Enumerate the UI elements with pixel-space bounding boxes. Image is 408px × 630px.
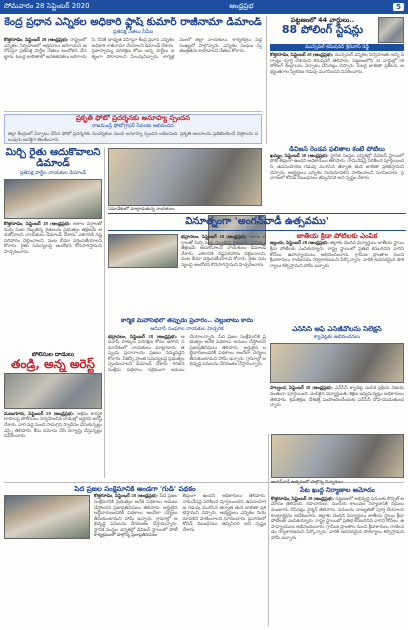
welfare-story — [4, 486, 266, 626]
sports-text: జిల్లాకు చెందిన విద్యార్థులు జాతీయ స్థాయి క్రీడా పోటీలకు ఎంపికయ్యారు. రాష్ట్ర స్థాయిలో ప్రతిభ కనబరిచిన వారిని కోచ్‌లు, ఉపాధ్యాయులు అభినందించారు. గ్రామీణ ప్రాంతాల నుంచి క్రీడాకారులు రాణించడం గర్వకారణమని పేర్కొన్నారు. వారికి అవసరమైన సౌకర్యాలు కల్పిస్తామని హామీ ఇచ్చారు. — [270, 240, 404, 268]
lead-headline: కేంద్ర ప్రధాన ఎన్నికల అధికారి ఫ్లాష్ కుమార్ రాజీనామా డిమాండ్ — [4, 17, 262, 28]
camp-headline: కార్మిక మహాసభలో తప్పుడు ప్రచారం.. చెల్లుబాటు కాదు — [120, 318, 254, 324]
page-number: 5 — [393, 3, 404, 11]
polling-text: మున్సిపల్ ఎన్నికల నిర్వహణకు అన్ని ఏర్పాట్లు పూర్తి చేశామని కమిషనర్ తెలిపారు. పట్టణంలోని 44 వార్డుల్లో 88 పోలింగ్ కేంద్రాలను ఏర్పాటు చేసినట్లు చెప్పారు. ఓటర్ల జాబితా ప్రకటన, అభ్యంతరాల స్వీకరణ గడువు ముగిసిందని వివరించారు. — [270, 52, 404, 74]
polling-headline-2: 88 పోలింగ్ స్టేషన్లు — [281, 22, 364, 36]
lead-text: రాష్ట్రంలో ఎన్నికల నిర్వహణలో అక్రమాలు జరిగాయని ఆరోపిస్తూ ప్రతిపక్ష పార్టీల నేతలు ఆందోళన చేపట్టారు. ఓటర్ల జాబితాలో అవకతవకలు జరిగాయని, దీనికి బాధ్యత వహిస్తూ కేంద్ర ప్రధాన ఎన్నికల అధికారి రాజీనామా చేయాలని డిమాండ్ చేశారు. ప్రజాస్వామ్య పరిరక్షణ కోసం అన్ని పార్టీలు ఐక్యంగా పోరాడాలని పిలుపునిచ్చారు. కార్యక్రమంలో జిల్లా నాయకులు, కార్యకర్తలు పెద్ద సంఖ్యలో పాల్గొన్నారు. ఎన్నికల సంఘం స్వతంత్రతను కాపాడాలని నేతలు కోరారు. — [4, 37, 262, 59]
sports-story — [270, 233, 404, 323]
masthead — [0, 0, 408, 14]
welfare-body — [94, 493, 266, 532]
camp-subheadline: ఆదివాసీ సంఘాల నాయకుల హెచ్చరిక — [150, 325, 224, 332]
council-body — [271, 496, 404, 541]
council-story — [271, 434, 404, 626]
council-dateline: కొత్తగూడెం, సెప్టెంబర్ 28 (ఆంధ్రప్రభ): — [271, 495, 335, 501]
polling-body — [270, 52, 404, 74]
council-text: పట్టణంలో అభివృద్ధి పనులకు కౌన్సిల్ ఆమోదం తెలిపింది. రహదారులు, మురుగు కాలువల నిర్మాణానికి నిధులు మంజూరు చేసినట్లు చైర్మన్ తెలిపారు. పనులను నాణ్యతతో పూర్తి చేయాలని కాంట్రాక్టర్లను ఆదేశించారు. — [271, 495, 404, 518]
lead-subheadline: ప్రతిపక్ష నేతలు సీపీఐ — [112, 29, 154, 36]
arrest-headline-1: పోలీసుల దాడులు — [31, 352, 75, 358]
exhibition-subheadline: రాజమండ్రి ఫోటోగ్రాఫర్ సేవలకు అభినందన — [92, 123, 174, 130]
farmers-text: అకాల వర్షాలతో మిర్చి పంట దెబ్బతిన్న రైతులను ప్రభుత్వం తక్షణమే ఆదుకోవాలని నాయకులు డిమాండ్ చేశారు. ఎకరానికి నష్టపరిహారం చెల్లించాలని, పంట బీమా వర్తింపజేయాలని కోరారు. రైతు సమస్యలపై ఆందోళన కొనసాగిస్తామని హెచ్చరించారు. — [4, 221, 102, 254]
farmers-body — [4, 221, 102, 255]
ncc-text: ఎన్‌సీసీ క్యాడెట్ల ఎంపిక ప్రక్రియ విజయవంతంగా పూర్తయింది. ఎంపికైన విద్యార్థులకు శిక్షణ ఇవ్వనున్నట్లు అధికారులు తెలిపారు. క్రమశిక్షణ, దేశభక్తి పెంపొందించేందుకు ఎన్‌సీసీ దోహదపడుతుందన్నారు. — [270, 385, 404, 408]
ncc-body — [270, 385, 404, 407]
sports-dateline: ఇల్లందు, సెప్టెంబర్ 28 (ఆంధ్రప్రభ): — [270, 240, 329, 246]
arrest-story — [4, 352, 102, 478]
lead-body — [4, 37, 262, 59]
arrest-text: అక్రమ కార్యకలాపాలపై పోలీసులు నిర్వహించిన దాడుల్లో ఇద్దరిని అరెస్ట్ చేశారు. వారి వద్ద నుంచి సామగ్రిని స్వాధీనం చేసుకున్నట్లు ఎస్సై తెలిపారు. కేసు నమోదు చేసి దర్యాప్తు చేస్తున్నట్లు వివరించారు. — [4, 410, 102, 439]
welfare-photo-caption: కార్యక్రమంలో పాల్గొన్న ప్రజాప్రతినిధులు — [94, 532, 158, 538]
exhibition-headline: ప్రకృతి ఫోటో ప్రదర్శనకు అనూహ్య స్పందన — [75, 114, 191, 122]
arrest-dateline: మణుగూరు, సెప్టెంబర్ 28 (ఆంధ్రప్రభ): — [4, 410, 75, 416]
ncc-photo — [270, 343, 404, 383]
masthead-date: సోమవారం 28 సెప్టెంబర్ 2020 — [4, 2, 90, 10]
meeting-photo — [108, 148, 262, 206]
meeting-photo-caption: సమావేశంలో మాట్లాడుతున్న నాయకులు — [108, 207, 175, 212]
lead-story — [4, 17, 262, 109]
arrest-headline-2: తండ్రి, అన్న అరెస్ట్ — [11, 357, 95, 372]
ncc-story — [270, 326, 404, 430]
farmers-subheadline: ప్రతిపక్ష పార్టీల నాయకుల డిమాండ్ — [19, 170, 87, 176]
anganwadi-headline: వినూత్నంగా 'అంగన్‌వాడీ ఉత్సవము' — [185, 216, 329, 227]
polling-story — [270, 17, 404, 142]
camp-text: ఆదివాసీ హక్కుల పరిరక్షణ కోసం జరిగిన సమావేశంలో నాయకులు మాట్లాడారు. తప్పుడు ప్రచారాలను ప్రజలు నమ్మవద్దని కోరారు. ఏజెన్సీ ప్రాంత సమస్యలపై ప్రభుత్వం స్పందించాలని డిమాండ్ చేశారు. గిరిజన సంక్షేమ పథకాలు సక్రమంగా అమలు చేయాలన్నారు. — [108, 333, 216, 373]
farmers-story — [4, 148, 102, 348]
masthead-section: ఆంధ్రప్రభ — [229, 2, 254, 10]
elections-headline: డివిజన్ రెండవ ఫలితాల కంటే పోటీలు — [289, 146, 385, 153]
official-portrait-photo — [378, 17, 404, 43]
ncc-dateline: పాల్వంచ, సెప్టెంబర్ 28 (ఆంధ్రప్రభ): — [270, 385, 333, 391]
council-text-continued: జిల్లాకు చెందిన విద్యార్థులు జాతీయ స్థాయి క్రీడా పోటీలకు ఎంపికయ్యారు. రాష్ట్ర స్థాయిలో ప్రతిభ కనబరిచిన వారిని కోచ్‌లు, ఉపాధ్యాయులు అభినందించారు. గ్రామీణ ప్రాంతాల నుంచి క్రీడాకారులు రాణించడం గర్వకారణమని పేర్కొన్నారు. వారికి అవసరమైన సౌకర్యాలు కల్పిస్తామని హామీ ఇచ్చారు. — [271, 512, 404, 540]
anganwadi-banner — [108, 213, 406, 231]
farmers-dateline: కొత్తగూడెం, సెప్టెంబర్ 28 (ఆంధ్రప్రభ): — [4, 221, 71, 226]
polling-dateline: కొత్తగూడెం, సెప్టెంబర్ 28 (ఆంధ్రప్రభ): — [270, 52, 334, 57]
welfare-photo — [4, 495, 90, 539]
camp-story — [108, 318, 266, 430]
arrest-body — [4, 411, 102, 439]
elections-body — [270, 153, 404, 181]
exhibition-body: జిల్లా కేంద్రంలో ఏర్పాటు చేసిన ఫోటో ప్రదర్శనకు సందర్శకుల నుంచి అనూహ్య స్పందన లభించింది. ప్రకృతి అందాలను ప్రతిబింబించే చిత్రాలను పలువురు ఆసక్తిగా తిలకించారు. — [8, 131, 258, 142]
farmers-photo — [4, 179, 102, 219]
camp-dateline: భద్రాచలం, సెప్టెంబర్ 28 (ఆంధ్రప్రభ): — [108, 333, 178, 339]
camp-body — [108, 334, 266, 373]
anganwadi-story — [108, 234, 266, 314]
anganwadi-photo — [108, 234, 178, 268]
welfare-text-continued: స్థానిక సంస్థల ఎన్నికల్లో డివిజన్ స్థాయిలో పోటీ తీవ్రంగా ఉందని అధికారులు తెలిపారు. నామినేషన్ల పరిశీలన పూర్తయిందని, ఉపసంహరణ గడువు ముగిసిన తర్వాత తుది జాబితా ప్రకటిస్తామని చెప్పారు. అభ్యర్థులు ఎన్నికల నియమావళిని పాటించాలని సూచించారు. ప్రచారంలో కోవిడ్ నిబంధనలు తప్పనిసరి అని స్పష్టం చేశారు. — [94, 493, 266, 532]
welfare-headline: పేద ప్రజల సంక్షేమానికి అండగా 'గుడ్' పథకం — [74, 486, 196, 493]
ncc-headline: ఎన్‌సీసీ ఆఫ్ ఎన్‌జీవోలను సెలెక్షన్ — [292, 326, 382, 333]
ncc-subheadline: క్యాడెట్లకు అభినందనలు — [313, 334, 361, 341]
arrest-photo — [4, 373, 102, 409]
lead-dateline: కొత్తగూడెం, సెప్టెంబర్ 28 (ఆంధ్రప్రభ): — [4, 37, 69, 43]
elections-dateline: ఖమ్మం, సెప్టెంబర్ 28 (ఆంధ్రప్రభ): — [270, 152, 329, 158]
council-photo-caption: అంగన్‌వాడీ ఉత్సవంలో పాల్గొన్న చిన్నారులు — [271, 480, 343, 485]
polling-subheadline: మున్సిపల్ కమిషనర్ శ్రీనివాస్ రెడ్డి — [270, 44, 404, 51]
polling-headline-1: పట్టణంలో 44 వార్డులు.. — [290, 17, 355, 24]
sports-body — [270, 240, 404, 268]
anganwadi-dateline: భద్రాచలం, సెప్టెంబర్ 28 (ఆంధ్రప్రభ): — [181, 234, 247, 239]
welfare-dateline: కొత్తగూడెం, సెప్టెంబర్ 28 (ఆంధ్రప్రభ): — [94, 493, 159, 499]
elections-story — [270, 146, 404, 210]
elections-text: స్థానిక సంస్థల ఎన్నికల్లో డివిజన్ స్థాయిలో పోటీ తీవ్రంగా ఉందని అధికారులు తెలిపారు. నామినేషన్ల పరిశీలన పూర్తయిందని, ఉపసంహరణ గడువు ముగిసిన తర్వాత తుది జాబితా ప్రకటిస్తామని చెప్పారు. అభ్యర్థులు ఎన్నికల నియమావళిని పాటించాలని సూచించారు. ప్రచారంలో కోవిడ్ నిబంధనలు తప్పనిసరి అని స్పష్టం చేశారు. — [270, 152, 404, 181]
camp-text-continued: పేద ప్రజల సంక్షేమానికి ప్రభుత్వం అనేక పథకాలు అమలు చేస్తోందని ప్రజాప్రతినిధులు తెలిపారు. అర్హులైన లబ్ధిదారులందరికీ పథకాలు అందేలా చర్యలు తీసుకుంటామని హామీ ఇచ్చారు. గ్రామాల్లో అభివృద్ధి పనులను వేగవంతం చేస్తామన్నారు. — [189, 333, 266, 367]
council-photo — [271, 434, 404, 478]
council-headline: పేట ఖుద్ద నిర్మాణాల ఆమోదం — [300, 486, 375, 494]
anganwadi-text: అకాల వర్షాలతో మిర్చి పంట దెబ్బతిన్న రైతులను ప్రభుత్వం తక్షణమే ఆదుకోవాలని నాయకులు డిమాండ్ చేశారు. ఎకరానికి నష్టపరిహారం చెల్లించాలని, పంట బీమా వర్తింపజేయాలని కోరారు. రైతు సమస్యలపై ఆందోళన కొనసాగిస్తామని హెచ్చరించారు. — [181, 234, 266, 267]
welfare-text: పేద ప్రజల సంక్షేమానికి ప్రభుత్వం అనేక పథకాలు అమలు చేస్తోందని ప్రజాప్రతినిధులు తెలిపారు. అర్హులైన లబ్ధిదారులందరికీ పథకాలు అందేలా చర్యలు తీసుకుంటామని హామీ ఇచ్చారు. గ్రామాల్లో అభివృద్ధి పనులను వేగవంతం చేస్తామన్నారు. — [94, 493, 178, 527]
exhibition-story — [4, 114, 262, 144]
farmers-headline: మిర్చి రైతు ఆదుకోవాలని డిమాండ్ — [5, 148, 101, 169]
sports-headline: జాతీయ క్రీడా పోటీలకు ఎంపిక — [296, 233, 378, 240]
